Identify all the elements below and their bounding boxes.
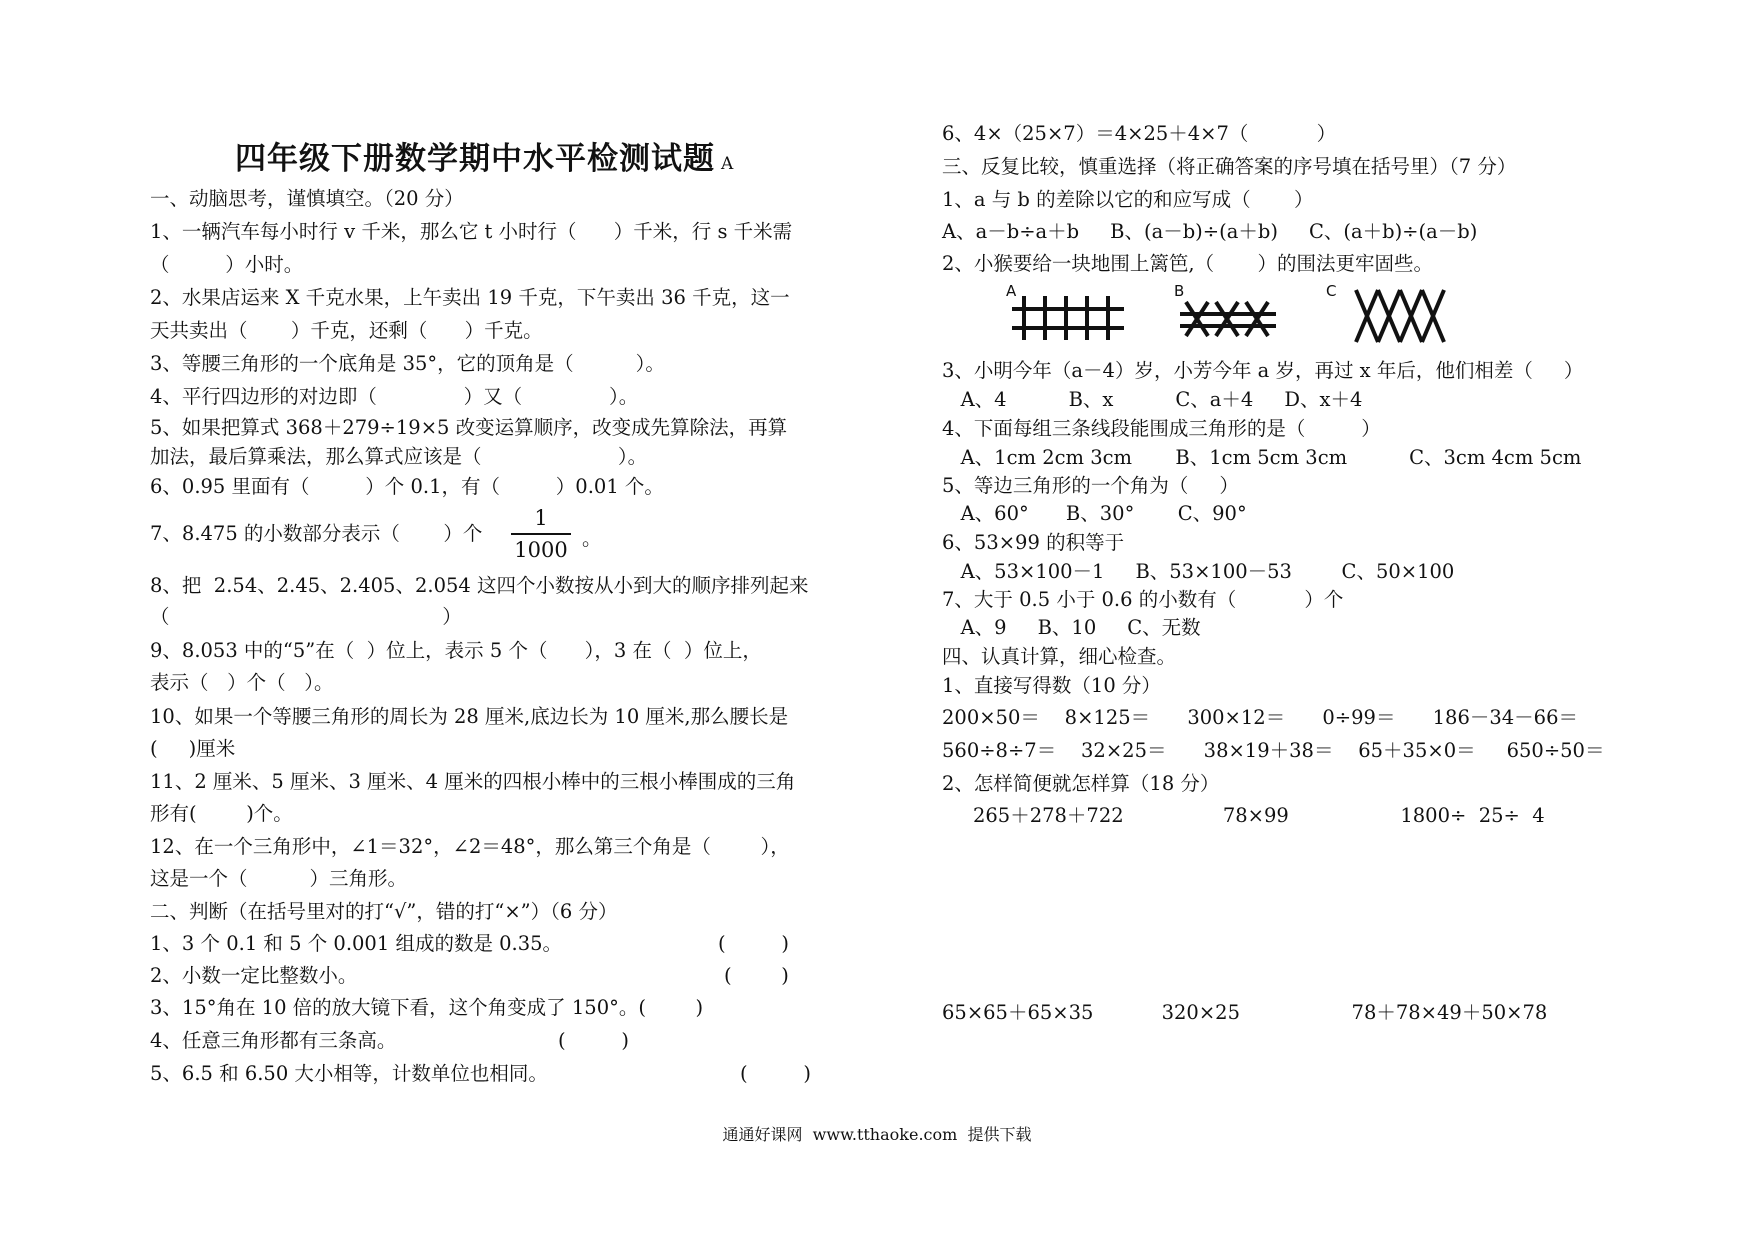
fraction-1-1000 <box>511 505 571 563</box>
q2-2-blank: ( ) <box>724 964 789 987</box>
q3-6-options: A、53×100－1 B、53×100－53 C、50×100 <box>942 560 1455 583</box>
fence-label-a: A <box>1006 282 1017 300</box>
q2-3: 3、15°角在 10 倍的放大镜下看，这个角变成了 150°。( ) <box>150 996 704 1019</box>
q2-2: 2、小数一定比整数小。 <box>150 964 358 987</box>
q3-6: 6、53×99 的积等于 <box>942 531 1125 554</box>
q3-7: 7、大于 0.5 小于 0.6 的小数有（ ）个 <box>942 588 1344 611</box>
section-4-heading: 四、认真计算，细心检查。 <box>942 645 1177 668</box>
q1-11-line2: 形有( )个。 <box>150 802 293 825</box>
page-title: 四年级下册数学期中水平检测试题 A <box>235 141 735 177</box>
q1-4: 4、平行四边形的对边即（ ）又（ ）。 <box>150 385 639 408</box>
fence-label-b: B <box>1174 282 1185 300</box>
q2-5-blank: ( ) <box>740 1062 812 1085</box>
fraction-bar <box>511 533 571 535</box>
q3-5-options: A、60° B、30° C、90° <box>942 502 1247 525</box>
q3-1: 1、a 与 b 的差除以它的和应写成（ ） <box>942 188 1314 211</box>
fence-figure-a <box>1012 292 1132 344</box>
q4-1-row1: 200×50＝ 8×125＝ 300×12＝ 0÷99＝ 186－34－66＝ <box>942 706 1578 729</box>
q2-1-blank: ( ) <box>718 932 790 955</box>
q1-12-line1: 12、在一个三角形中，∠1＝32°，∠2＝48°，那么第三个角是（ ）， <box>150 835 790 858</box>
q1-2-line2: 天共卖出（ ）千克，还剩（ ）千克。 <box>150 319 543 342</box>
q3-4: 4、下面每组三条线段能围成三角形的是（ ） <box>942 417 1381 440</box>
q3-7-options: A、9 B、10 C、无数 <box>942 616 1201 639</box>
q1-5-line1: 5、如果把算式 368＋279÷19×5 改变运算顺序，改变成先算除法，再算 <box>150 416 788 439</box>
q1-10-line2: ( )厘米 <box>150 737 236 760</box>
q2-5: 5、6.5 和 6.50 大小相等，计数单位也相同。 <box>150 1062 548 1085</box>
fraction-denominator: 1000 <box>514 538 568 562</box>
q1-10-line1: 10、如果一个等腰三角形的周长为 28 厘米,底边长为 10 厘米,那么腰长是 <box>150 705 789 728</box>
q1-8-line1: 8、把 2.54、2.45、2.405、2.054 这四个小数按从小到大的顺序排列起来 <box>150 574 809 597</box>
q1-9-line1: 9、8.053 中的“5”在（ ）位上，表示 5 个（ ），3 在（ ）位上， <box>150 639 762 662</box>
q4-2-heading: 2、怎样简便就怎样算（18 分） <box>942 772 1220 795</box>
q1-5-line2: 加法，最后算乘法，那么算式应该是（ ）。 <box>150 445 648 468</box>
section-1-heading: 一、动脑思考，谨慎填空。（20 分） <box>150 187 464 210</box>
q1-12-line2: 这是一个（ ）三角形。 <box>150 867 407 890</box>
q3-5: 5、等边三角形的一个角为（ ） <box>942 474 1239 497</box>
fence-label-c: C <box>1326 282 1337 300</box>
q1-13: 6、4×（25×7）＝4×25＋4×7（ ） <box>942 122 1337 145</box>
q2-1: 1、3 个 0.1 和 5 个 0.001 组成的数是 0.35。 <box>150 932 563 955</box>
q4-2-row2: 65×65＋65×35 320×25 78＋78×49＋50×78 <box>942 1001 1548 1024</box>
fence-figure-c <box>1352 286 1448 348</box>
footer-credit: 通通好课网 www.tthaoke.com 提供下载 <box>722 1125 1032 1144</box>
q3-1-options: A、a－b÷a＋b B、(a－b)÷(a＋b) C、(a＋b)÷(a－b) <box>942 220 1478 243</box>
title-suffix: A <box>721 154 735 174</box>
q4-1-row2: 560÷8÷7＝ 32×25＝ 38×19＋38＝ 65＋35×0＝ 650÷50＝ <box>942 739 1605 762</box>
q1-7: 7、8.475 的小数部分表示（ ）个 <box>150 522 483 545</box>
q1-2-line1: 2、水果店运来 X 千克水果，上午卖出 19 千克，下午卖出 36 千克，这一 <box>150 286 790 309</box>
q1-1-line2: （ ）小时。 <box>150 253 304 276</box>
section-3-heading: 三、反复比较，慎重选择（将正确答案的序号填在括号里）（7 分） <box>942 155 1517 178</box>
fence-figure-b <box>1180 292 1280 344</box>
q4-2-row1: 265＋278＋722 78×99 1800÷ 25÷ 4 <box>942 804 1545 827</box>
fraction-numerator: 1 <box>534 506 548 530</box>
q1-1-line1: 1、一辆汽车每小时行 v 千米，那么它 t 小时行（ ）千米，行 s 千米需 <box>150 220 793 243</box>
q3-3-options: A、4 B、x C、a＋4 D、x＋4 <box>942 388 1363 411</box>
q2-4-blank: ( ) <box>558 1029 630 1052</box>
q1-11-line1: 11、2 厘米、5 厘米、3 厘米、4 厘米的四根小棒中的三根小棒围成的三角 <box>150 770 796 793</box>
q1-9-line2: 表示（ ）个（ ）。 <box>150 671 334 694</box>
q1-6: 6、0.95 里面有（ ）个 0.1，有（ ）0.01 个。 <box>150 475 664 498</box>
q4-1-heading: 1、直接写得数（10 分） <box>942 674 1161 697</box>
q2-4: 4、任意三角形都有三条高。 <box>150 1029 397 1052</box>
q1-8-line2: （ ） <box>150 605 462 628</box>
q3-3: 3、小明今年（a－4）岁，小芳今年 a 岁，再过 x 年后，他们相差（ ） <box>942 359 1584 382</box>
q1-7-end: 。 <box>582 527 602 550</box>
q3-2: 2、小猴要给一块地围上篱笆,（ ）的围法更牢固些。 <box>942 252 1433 275</box>
q1-3: 3、等腰三角形的一个底角是 35°，它的顶角是（ ）。 <box>150 352 665 375</box>
section-2-heading: 二、判断（在括号里对的打“√”，错的打“×”）（6 分） <box>150 900 618 923</box>
q3-4-options: A、1cm 2cm 3cm B、1cm 5cm 3cm C、3cm 4cm 5cm <box>942 446 1582 469</box>
